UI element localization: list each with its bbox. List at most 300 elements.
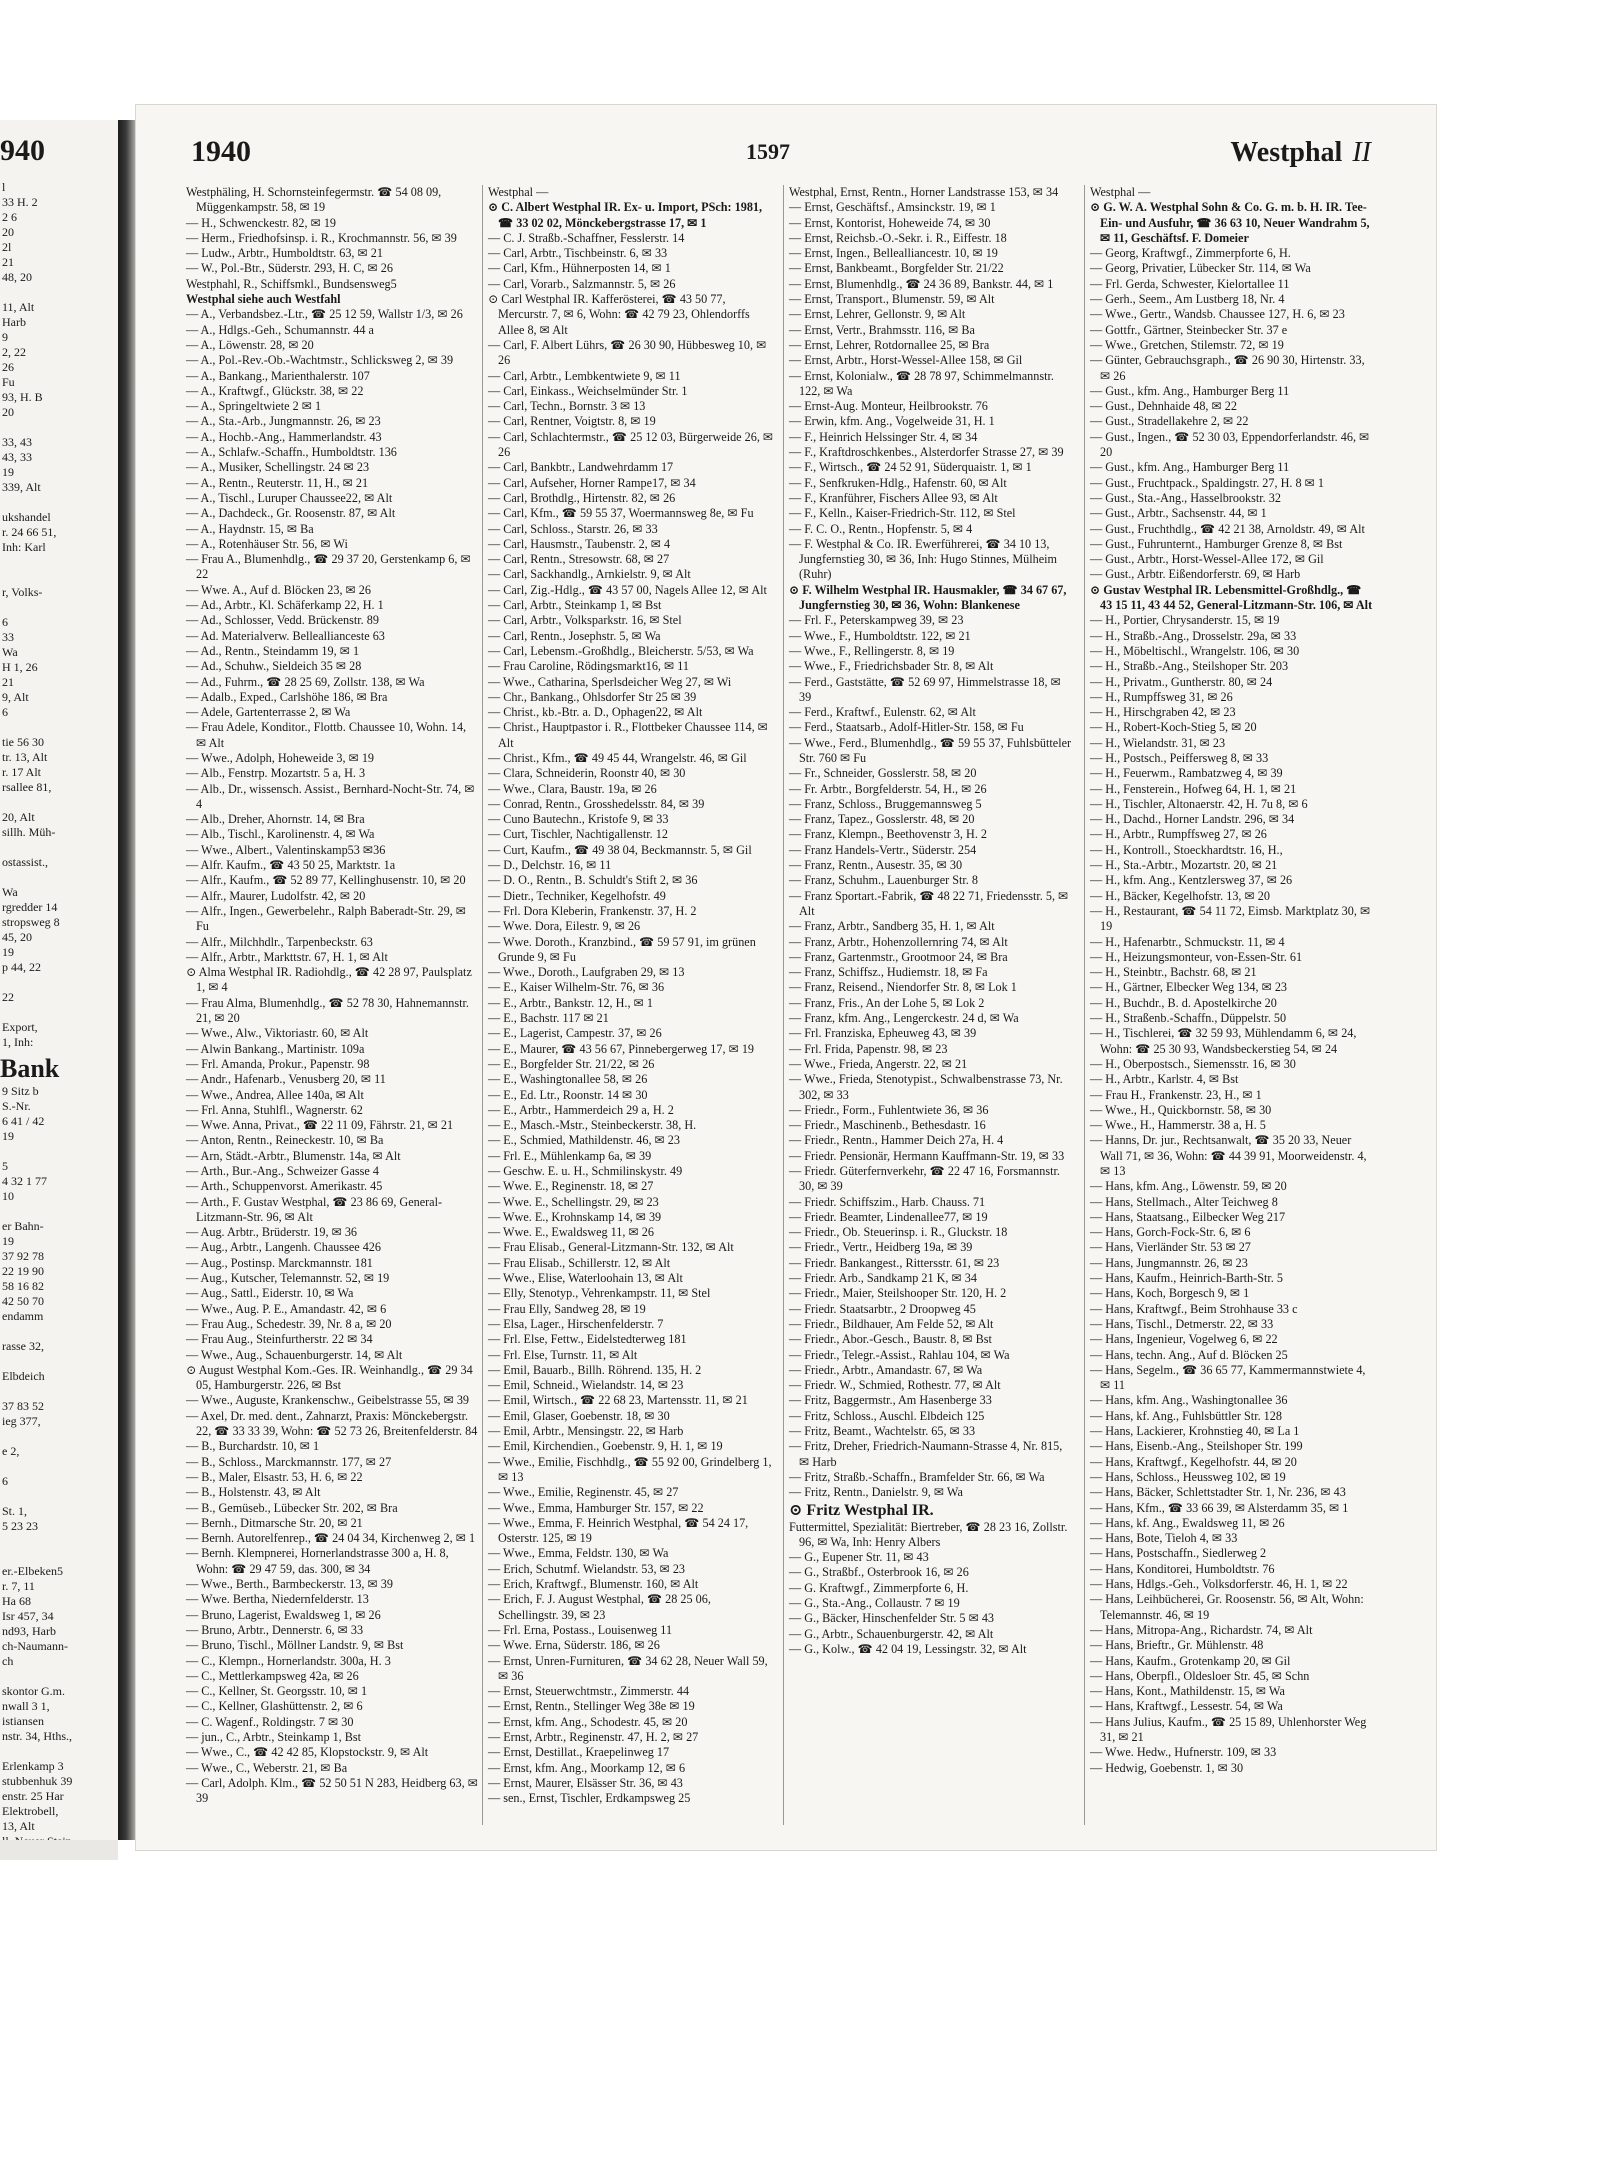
directory-entry: — D., Delchstr. 16, ✉ 11 (488, 858, 612, 873)
previous-page-fragment: enstr. 25 Har (2, 1789, 64, 1803)
previous-page-fragment: Harb (2, 315, 26, 329)
directory-entry: — Frau H., Frankenstr. 23, H., ✉ 1 (1090, 1087, 1262, 1102)
directory-entry: — A., Rentn., Reuterstr. 11, H., ✉ 21 (186, 475, 369, 490)
directory-entry: — Carl, Schloss., Starstr. 26, ✉ 33 (488, 521, 658, 536)
directory-entry: — Hans, Tischl., Detmerstr. 22, ✉ 33 (1090, 1316, 1274, 1331)
directory-entry: — Frau Elly, Sandweg 28, ✉ 19 (488, 1301, 646, 1316)
header-roman: II (1352, 137, 1371, 168)
directory-entry: — C., Kellner, Glashüttenstr. 2, ✉ 6 (186, 1699, 363, 1714)
directory-entry: — Gust., Arbtr., Horst-Wessel-Allee 172, ✉ Gil (1090, 552, 1324, 567)
previous-page-fragment: er.-Elbeken5 (2, 1564, 63, 1578)
directory-entry: ⊙ C. Albert Westphal IR. Ex- u. Import, PSch: 1981, ☎ 33 02 02, Mönckebergstrasse 17, ✉ 1 (488, 200, 763, 230)
directory-entry: — Frl. Dora Kleberin, Frankenstr. 37, H. 2 (488, 903, 697, 918)
directory-entry: — E., Masch.-Mstr., Steinbeckerstr. 38, H. (488, 1118, 697, 1133)
directory-entry: — Gerh., Seem., Am Lustberg 18, Nr. 4 (1090, 292, 1285, 307)
directory-entry: — Hans, Lackierer, Krohnstieg 40, ✉ La 1 (1090, 1424, 1300, 1439)
directory-entry: — Friedr., Ob. Steuerinsp. i. R., Gluckstr. 18 (789, 1225, 1008, 1240)
directory-entry: — H., Tischler, Altonaerstr. 42, H. 7u 8, ✉ 6 (1090, 796, 1308, 811)
directory-entry: — Frau A., Blumenhdlg., ☎ 29 37 20, Gerstenkamp 6, ✉ 22 (186, 552, 471, 582)
directory-entry: — Friedr. Schiffszim., Harb. Chauss. 71 (789, 1194, 986, 1209)
previous-page-fragment: sillh. Müh- (2, 825, 56, 839)
directory-entry: — Curt, Kaufm., ☎ 49 38 04, Beckmannstr. 5, ✉ Gil (488, 842, 752, 857)
previous-page-fragment: 9 Sitz b (2, 1084, 39, 1098)
directory-entry: — H., kfm. Ang., Kentzlersweg 37, ✉ 26 (1090, 873, 1293, 888)
directory-entry: — E., Ed. Ltr., Roonstr. 14 ✉ 30 (488, 1087, 648, 1102)
directory-entry: — Wwe., F., Rellingerstr. 8, ✉ 19 (789, 643, 955, 658)
directory-entry: — Frau Aug., Steinfurtherstr. 22 ✉ 34 (186, 1332, 373, 1347)
directory-entry: — Frau Adele, Konditor., Flottb. Chaussee 10, Wohn. 14, ✉ Alt (186, 720, 467, 750)
directory-entry: — G. Kraftwgf., Zimmerpforte 6, H. (789, 1580, 969, 1595)
directory-entry: — Hans, Bäcker, Schlettstadter Str. 1, Nr. 236, ✉ 43 (1090, 1485, 1346, 1500)
directory-page (136, 105, 1436, 1850)
directory-entry: — Ferd., Gaststätte, ☎ 52 69 97, Himmelstrasse 18, ✉ 39 (789, 674, 1061, 704)
directory-entry: — Friedr. Pensionär, Hermann Kauffmann-Str. 19, ✉ 33 (789, 1148, 1065, 1163)
directory-entry: — Hans, Hdlgs.-Geh., Volksdorferstr. 46, H. 1, ✉ 22 (1090, 1577, 1348, 1592)
directory-entry: — Wwe., Berth., Barmbeckerstr. 13, ✉ 39 (186, 1577, 393, 1592)
directory-entry: — Wwe. Bertha, Niedernfelderstr. 13 (186, 1592, 369, 1607)
directory-entry: — H., Hirschgraben 42, ✉ 23 (1090, 705, 1236, 720)
directory-entry: — Fritz, Schloss., Auschl. Elbdeich 125 (789, 1408, 985, 1423)
directory-entry: — Ernst, Rentn., Stellinger Weg 38e ✉ 19 (488, 1699, 695, 1714)
directory-entry: — E., Bachstr. 117 ✉ 21 (488, 1011, 609, 1026)
directory-entry: — Carl, Arbtr., Lembkentwiete 9, ✉ 11 (488, 368, 681, 383)
directory-entry: — Ernst, Lehrer, Gellonstr. 9, ✉ Alt (789, 307, 966, 322)
directory-entry: — H., Robert-Koch-Stieg 5, ✉ 20 (1090, 720, 1257, 735)
directory-entry: — Ernst, Steuerwchtmstr., Zimmerstr. 44 (488, 1684, 690, 1699)
directory-entry: — Ernst, Unren-Furnituren, ☎ 34 62 28, Neuer Wall 59, ✉ 36 (488, 1653, 768, 1683)
previous-page-fragment: stubbenhuk 39 (2, 1774, 73, 1788)
directory-entry: — Frl. Anna, Stuhlfl., Wagnerstr. 62 (186, 1102, 363, 1117)
directory-entry: — Ernst, Ingen., Bellealliancestr. 10, ✉ 19 (789, 246, 998, 261)
directory-entry: — Fr., Schneider, Gosslerstr. 58, ✉ 20 (789, 766, 977, 781)
directory-entry: — Emil, Wirtsch., ☎ 22 68 23, Martensstr. 11, ✉ 21 (488, 1393, 748, 1408)
directory-entry: — Wwe., Emma, Hamburger Str. 157, ✉ 22 (488, 1500, 704, 1515)
previous-page-fragment: Elbdeich (2, 1369, 45, 1383)
directory-entry: — Emil, Bauarb., Billh. Röhrend. 135, H. 2 (488, 1362, 702, 1377)
previous-page-fragment: p 44, 22 (2, 960, 41, 974)
directory-entry: — Frl. Else, Fettw., Eidelstedterweg 181 (488, 1332, 687, 1347)
directory-entry: — F., Kraftdroschkenbes., Alsterdorfer Strasse 27, ✉ 39 (789, 445, 1064, 460)
directory-entry: — Christ., Kfm., ☎ 49 45 44, Wrangelstr. 46, ✉ Gil (488, 750, 747, 765)
directory-entry: — Wwe., H., Quickbornstr. 58, ✉ 30 (1090, 1102, 1272, 1117)
previous-page-fragment: nwall 3 1, (2, 1699, 50, 1713)
directory-entry: — Fritz, Dreher, Friedrich-Naumann-Strasse 4, Nr. 815, ✉ Harb (789, 1439, 1063, 1469)
directory-entry: — H., Tischlerei, ☎ 32 59 93, Mühlendamm 6, ✉ 24, Wohn: ☎ 25 30 93, Wandsbeckerstieg 54, ✉ 24 (1090, 1026, 1357, 1056)
previous-page-fragment: 20, Alt (2, 810, 35, 824)
directory-entry: — Franz, Gartenmstr., Grootmoor 24, ✉ Bra (789, 949, 1008, 964)
directory-entry: — Wwe., Aug., Schauenburgerstr. 14, ✉ Alt (186, 1347, 403, 1362)
previous-page-fragment: rasse 32, (2, 1339, 44, 1353)
directory-entry: — H., Fensterein., Hofweg 64, H. 1, ✉ 21 (1090, 781, 1297, 796)
previous-page-fragment: S.-Nr. (2, 1099, 31, 1113)
directory-entry: — A., Hdlgs.-Geh., Schumannstr. 44 a (186, 322, 374, 337)
directory-entry: — Ad. Materialverw. Belleallianceste 63 (186, 628, 385, 643)
directory-entry: — Alfr., Milchhdlr., Tarpenbeckstr. 63 (186, 934, 373, 949)
directory-entry: — Carl, Hausmstr., Taubenstr. 2, ✉ 4 (488, 536, 671, 551)
directory-entry: — Axel, Dr. med. dent., Zahnarzt, Praxis: Mönckebergstr. 22, ☎ 33 33 39, Wohn: ☎ 52 73 26, Breitenfelderstr. 84 (186, 1408, 478, 1439)
directory-entry: — Carl, Sackhandlg., Arnkielstr. 9, ✉ Alt (488, 567, 691, 582)
previous-page-fragment: ieg 377, (2, 1414, 41, 1428)
previous-page-fragment: ch-Naumann- (2, 1639, 68, 1653)
directory-entry: — G., Kolw., ☎ 42 04 19, Lessingstr. 32, ✉ Alt (789, 1641, 1027, 1656)
directory-entry: — Herm., Friedhofsinsp. i. R., Krochmannstr. 56, ✉ 39 (186, 230, 457, 245)
directory-entry: — Ernst, kfm. Ang., Moorkamp 12, ✉ 6 (488, 1760, 686, 1775)
directory-entry: — Fritz, Baggermstr., Am Hasenberge 33 (789, 1393, 992, 1408)
directory-entry: — Gust., Stradellakehre 2, ✉ 22 (1090, 414, 1249, 429)
previous-page-fragment: r. 7, 11 (2, 1579, 35, 1593)
directory-entry: — Arth., Schuppenvorst. Amerikastr. 45 (186, 1179, 383, 1194)
directory-entry: — Alfr., Kaufm., ☎ 52 89 77, Kellinghusenstr. 10, ✉ 20 (186, 873, 466, 888)
directory-entry: — Ernst, Transport., Blumenstr. 59, ✉ Alt (789, 292, 995, 307)
directory-entry: — Arn, Städt.-Arbtr., Blumenstr. 14a, ✉ Alt (186, 1148, 401, 1163)
directory-entry: — Ernst-Aug. Monteur, Heilbrookstr. 76 (789, 399, 988, 414)
directory-entry: — Fritz, Straßb.-Schaffn., Bramfelder Str. 66, ✉ Wa (789, 1469, 1045, 1484)
directory-entry: — A., Musiker, Schellingstr. 24 ✉ 23 (186, 460, 370, 475)
directory-entry: — Franz, Reisend., Niendorfer Str. 8, ✉ Lok 1 (789, 980, 1017, 995)
directory-entry: — Frl. Else, Turnstr. 11, ✉ Alt (488, 1347, 638, 1362)
directory-entry: — Bruno, Lagerist, Ewaldsweg 1, ✉ 26 (186, 1607, 381, 1622)
directory-entry: — Wwe. Doroth., Kranzbind., ☎ 59 57 91, im grünen Grunde 9, ✉ Fu (488, 934, 756, 964)
directory-entry: — A., Haydnstr. 15, ✉ Ba (186, 521, 314, 536)
directory-entry: — Friedr., Maschinenb., Bethesdastr. 16 (789, 1118, 986, 1133)
directory-entry: — Christ., Hauptpastor i. R., Flottbeker Chaussee 114, ✉ Alt (488, 720, 768, 750)
directory-entry: — H., Sta.-Arbtr., Mozartstr. 20, ✉ 21 (1090, 858, 1278, 873)
directory-entry: — Elly, Stenotyp., Vehrenkampstr. 11, ✉ Stel (488, 1286, 711, 1301)
directory-entry: — Wwe. Hedw., Hufnerstr. 109, ✉ 33 (1090, 1745, 1277, 1760)
directory-entry: — Gust., Arbtr., Sachsenstr. 44, ✉ 1 (1090, 506, 1267, 521)
directory-entry: — Friedr. Beamter, Lindenallee77, ✉ 19 (789, 1209, 988, 1224)
directory-entry: — Hans, Konditorei, Humboldtstr. 76 (1090, 1561, 1275, 1576)
directory-entry: — Franz, Tapez., Gosslerstr. 48, ✉ 20 (789, 812, 975, 827)
directory-entry: — H., Steinbtr., Bachstr. 68, ✉ 21 (1090, 965, 1257, 980)
directory-entry: — Emil, Kirchendien., Goebenstr. 9, H. 1, ✉ 19 (488, 1439, 723, 1454)
previous-page-fragment: 33, 43 (2, 435, 32, 449)
directory-entry: — Hans, kf. Ang., Fuhlsbüttler Str. 128 (1090, 1408, 1282, 1423)
directory-entry: — Hans Julius, Kaufm., ☎ 25 15 89, Uhlenhorster Weg 31, ✉ 21 (1090, 1714, 1367, 1744)
directory-entry: — Günter, Gebrauchsgraph., ☎ 26 90 30, Hirtenstr. 33, ✉ 26 (1090, 353, 1365, 383)
directory-entry: — A., Dachdeck., Gr. Roosenstr. 87, ✉ Alt (186, 506, 396, 521)
directory-entry: — sen., Ernst, Tischler, Erdkampsweg 25 (488, 1791, 691, 1806)
directory-entry: — A., Springeltwiete 2 ✉ 1 (186, 399, 322, 414)
directory-entry: — A., Schlafw.-Schaffn., Humboldtstr. 136 (186, 445, 397, 460)
directory-entry: — Emil, Glaser, Goebenstr. 18, ✉ 30 (488, 1408, 670, 1423)
directory-entry: — Fr. Arbtr., Borgfelderstr. 54, H., ✉ 26 (789, 781, 987, 796)
previous-page-bank-heading: Bank (0, 1054, 60, 1083)
directory-entry: — Wwe., Adolph, Hoheweide 3, ✉ 19 (186, 750, 375, 765)
directory-entry: — Elsa, Lager., Hirschenfelderstr. 7 (488, 1316, 664, 1331)
directory-entry: — Geschw. E. u. H., Schmilinskystr. 49 (488, 1164, 683, 1178)
directory-entry: — H., Straßenb.-Schaffn., Düppelstr. 50 (1090, 1011, 1287, 1026)
directory-entry: Westphäling, H. Schornsteinfegermstr. ☎ 54 08 09, Müggenkampstr. 58, ✉ 19 (186, 185, 442, 215)
directory-entry: Westphal — (488, 185, 549, 199)
directory-entry: — C., Kellner, St. Georgsstr. 10, ✉ 1 (186, 1684, 368, 1699)
directory-entry: — A., Löwenstr. 28, ✉ 20 (186, 337, 314, 352)
directory-entry: — Wwe., Emilie, Reginenstr. 45, ✉ 27 (488, 1485, 679, 1500)
book-gutter (118, 120, 138, 1840)
directory-entry: — Ad., Schuhw., Sieldeich 35 ✉ 28 (186, 659, 362, 674)
directory-entry: — Frl. Frida, Papenstr. 98, ✉ 23 (789, 1041, 948, 1056)
directory-entry: — Hans, Koch, Borgesch 9, ✉ 1 (1090, 1286, 1250, 1301)
columns-container (186, 185, 1381, 1825)
directory-entry: — Wwe., F., Friedrichsbader Str. 8, ✉ Alt (789, 659, 994, 674)
directory-entry: — Wwe. E., Schellingstr. 29, ✉ 23 (488, 1194, 659, 1209)
directory-entry: Westphal — (1090, 185, 1151, 199)
previous-page-fragment: 37 92 78 (2, 1249, 44, 1263)
directory-entry: — Friedr., Vertr., Heidberg 19a, ✉ 39 (789, 1240, 973, 1255)
directory-entry: — E., Lagerist, Campestr. 37, ✉ 26 (488, 1026, 662, 1041)
directory-entry: — Friedr. Güterfernverkehr, ☎ 22 47 16, Forsmannstr. 30, ✉ 39 (789, 1164, 1060, 1194)
directory-entry: ⊙ G. W. A. Westphal Sohn & Co. G. m. b. H. IR. Tee-Ein- und Ausfuhr, ☎ 36 63 10, Neuer Wandrahm 5, ✉ 11, Geschäftsf. F. Domeier (1090, 200, 1370, 245)
directory-entry: Futtermittel, Spezialität: Biertreber, ☎ 28 23 16, Zollstr. 96, ✉ Wa, Inh: Henry Albers (789, 1519, 1068, 1549)
previous-page-fragment: 9, Alt (2, 690, 29, 704)
directory-entry: — E., Washingtonallee 58, ✉ 26 (488, 1072, 648, 1087)
directory-entry: ⊙ Alma Westphal IR. Radiohdlg., ☎ 42 28 97, Paulsplatz 1, ✉ 4 (186, 965, 472, 995)
directory-entry: — Ernst, Lehrer, Rotdornallee 25, ✉ Bra (789, 337, 990, 352)
directory-entry: — Wwe., Clara, Baustr. 19a, ✉ 26 (488, 781, 657, 796)
directory-entry: — Alfr., Ingen., Gewerbelehr., Ralph Baberadt-Str. 29, ✉ Fu (186, 903, 466, 934)
directory-entry: — Gust., Ingen., ☎ 52 30 03, Eppendorferlandstr. 46, ✉ 20 (1090, 429, 1370, 460)
header-year: 1940 (191, 135, 251, 168)
directory-entry: — Franz, Klempn., Beethovenstr 3, H. 2 (789, 827, 988, 842)
directory-entry: — Aug., Kutscher, Telemannstr. 52, ✉ 19 (186, 1271, 390, 1286)
directory-entry: — Emil, Schneid., Wielandstr. 14, ✉ 23 (488, 1378, 684, 1393)
previous-page-fragment: 42 50 70 (2, 1294, 44, 1308)
directory-entry: — Gust., Arbtr. Eißendorferstr. 69, ✉ Harb (1090, 567, 1301, 582)
directory-entry: — Carl, Kfm., Hühnerposten 14, ✉ 1 (488, 261, 671, 276)
directory-entry: — Frau Alma, Blumenhdlg., ☎ 52 78 30, Hahnemannstr. 21, ✉ 20 (186, 995, 469, 1026)
directory-entry: — Anton, Rentn., Reineckestr. 10, ✉ Ba (186, 1133, 384, 1148)
previous-page-fragment: 45, 20 (2, 930, 32, 944)
directory-entry: — B., Schloss., Marckmannstr. 177, ✉ 27 (186, 1454, 392, 1469)
directory-entry: — Georg, Privatier, Lübecker Str. 114, ✉ Wa (1090, 261, 1311, 276)
directory-entry: — Carl, Adolph. Klm., ☎ 52 50 51 N 283, Heidberg 63, ✉ 39 (186, 1775, 478, 1806)
previous-page-fragment: 5 (2, 1159, 8, 1173)
directory-entry: — C., Mettlerkampsweg 42a, ✉ 26 (186, 1668, 359, 1683)
previous-page-fragment: skontor G.m. (2, 1684, 65, 1698)
directory-entry: — Wwe., Emma, Feldstr. 130, ✉ Wa (488, 1546, 669, 1561)
page-header (191, 135, 1371, 179)
directory-entry: — Bernh., Ditmarsche Str. 20, ✉ 21 (186, 1515, 363, 1530)
header-surname: Westphal (1230, 137, 1343, 168)
directory-entry: — H., Gärtner, Elbecker Weg 134, ✉ 23 (1090, 980, 1288, 995)
directory-entry: — Friedr. Arb., Sandkamp 21 K, ✉ 34 (789, 1271, 977, 1286)
directory-entry: — Friedr., Arbtr., Amandastr. 67, ✉ Wa (789, 1362, 983, 1377)
directory-entry: — Clara, Schneiderin, Roonstr 40, ✉ 30 (488, 766, 686, 781)
directory-entry: — Aug., Postinsp. Marckmannstr. 181 (186, 1255, 373, 1270)
directory-entry: — Carl, Brothdlg., Hirtenstr. 82, ✉ 26 (488, 490, 676, 505)
directory-entry: — Wwe., Aug. P. E., Amandastr. 42, ✉ 6 (186, 1301, 387, 1316)
directory-entry: — Alfr., Maurer, Ludolfstr. 42, ✉ 20 (186, 888, 366, 903)
directory-entry: — Ernst, Arbtr., Reginenstr. 47, H. 2, ✉ 27 (488, 1729, 699, 1744)
directory-entry: — E., Arbtr., Bankstr. 12, H., ✉ 1 (488, 995, 653, 1010)
directory-entry: — Carl, Rentner, Voigtstr. 8, ✉ 19 (488, 414, 656, 429)
previous-page-fragment: nd93, Harb (2, 1624, 56, 1638)
directory-entry: — Wwe., Ferd., Blumenhdlg., ☎ 59 55 37, Fuhlsbütteler Str. 760 ✉ Fu (789, 735, 1072, 765)
directory-entry: — F., Kranführer, Fischers Allee 93, ✉ Alt (789, 490, 998, 505)
directory-entry: — Ernst, Maurer, Elsässer Str. 36, ✉ 43 (488, 1775, 683, 1790)
directory-entry: — Hans, techn. Ang., Auf d. Blöcken 25 (1090, 1347, 1288, 1362)
directory-entry: ⊙ Gustav Westphal IR. Lebensmittel-Großhdlg., ☎ 43 15 11, 43 44 52, General-Litzmann-Str. 106, ✉ Alt (1090, 582, 1373, 613)
directory-entry: — Hans, Kont., Mathildenstr. 15, ✉ Wa (1090, 1684, 1285, 1699)
previous-page-fragment: 21 (2, 255, 14, 269)
directory-entry: — Hans, Kaufm., Grotenkamp 20, ✉ Gil (1090, 1653, 1291, 1668)
directory-entry: — Hans, Mitropa-Ang., Richardstr. 74, ✉ Alt (1090, 1622, 1313, 1637)
directory-entry: — Ernst, Arbtr., Horst-Wessel-Allee 158, ✉ Gil (789, 353, 1023, 368)
previous-page-fragment: Erlenkamp 3 (2, 1759, 64, 1773)
directory-entry: — Hans, Oberpfl., Oldesloer Str. 45, ✉ Schn (1090, 1668, 1310, 1683)
directory-entry: — Ernst, Destillat., Kraepelinweg 17 (488, 1745, 670, 1760)
directory-entry: — H., Kontroll., Stoeckhardtstr. 16, H., (1090, 842, 1283, 857)
directory-entry: — H., Bäcker, Kegelhofstr. 13, ✉ 20 (1090, 888, 1270, 903)
directory-entry: — Ad., Rentn., Steindamm 19, ✉ 1 (186, 643, 360, 658)
previous-page-fragment: tr. 13, Alt (2, 750, 48, 764)
directory-entry: — jun., C., Arbtr., Steinkamp 1, Bst (186, 1729, 362, 1744)
directory-entry: — Carl, F. Albert Lührs, ☎ 26 30 90, Hübbesweg 10, ✉ 26 (488, 337, 767, 368)
directory-entry: — Wwe., Frieda, Stenotypist., Schwalbenstrasse 73, Nr. 302, ✉ 33 (789, 1072, 1063, 1102)
previous-page-fragment: l (2, 180, 6, 194)
directory-entry: — Ernst, Kontorist, Hoheweide 74, ✉ 30 (789, 215, 991, 230)
directory-entry: — Wwe., Gretchen, Stilemstr. 72, ✉ 19 (1090, 337, 1284, 352)
directory-entry: — B., Maler, Elsastr. 53, H. 6, ✉ 22 (186, 1469, 363, 1484)
directory-entry: — H., Heizungsmonteur, von-Essen-Str. 61 (1090, 949, 1303, 964)
directory-entry: — A., Rotenhäuser Str. 56, ✉ Wi (186, 536, 348, 551)
directory-entry: — Bernh. Klempnerei, Hornerlandstrasse 300 a, H. 8, Wohn: ☎ 29 47 59, das. 300, ✉ 34 (186, 1546, 449, 1576)
directory-entry: — F., Wirtsch., ☎ 24 52 91, Süderquaistr. 1, ✉ 1 (789, 460, 1032, 475)
previous-page-fragment: 10 (2, 1189, 14, 1203)
directory-entry: — Hans, Postschaffn., Siedlerweg 2 (1090, 1546, 1267, 1561)
directory-entry: — Friedr., Telegr.-Assist., Rahlau 104, ✉ Wa (789, 1347, 1010, 1362)
column-1 (186, 185, 478, 1825)
directory-entry: — Wwe., Doroth., Laufgraben 29, ✉ 13 (488, 965, 685, 980)
directory-entry: — Gust., kfm. Ang., Hamburger Berg 11 (1090, 383, 1290, 398)
directory-entry: — Ernst, Geschäftsf., Amsinckstr. 19, ✉ 1 (789, 200, 996, 215)
previous-page-fragment: St. 1, (2, 1504, 28, 1518)
directory-entry: — Carl, Arbtr., Steinkamp 1, ✉ Bst (488, 598, 662, 613)
previous-page-fragment: er Bahn- (2, 1219, 44, 1233)
directory-entry: — Wwe., C., Weberstr. 21, ✉ Ba (186, 1760, 348, 1775)
directory-entry: — H., Möbeltischl., Wrangelstr. 106, ✉ 30 (1090, 643, 1300, 658)
directory-entry: — A., Tischl., Luruper Chaussee22, ✉ Alt (186, 490, 393, 505)
previous-page-fragment: rgredder 14 (2, 900, 58, 914)
previous-page-fragment: rsallee 81, (2, 780, 52, 794)
directory-entry: — Alfr. Kaufm., ☎ 43 50 25, Marktstr. 1a (186, 858, 396, 873)
previous-page-fragment: 2, 22 (2, 345, 26, 359)
directory-entry: — G., Sta.-Ang., Collaustr. 7 ✉ 19 (789, 1596, 960, 1611)
directory-entry: — Hans, kf. Ang., Ewaldsweg 11, ✉ 26 (1090, 1515, 1285, 1530)
directory-entry: — Gust., kfm. Ang., Hamburger Berg 11 (1090, 460, 1290, 475)
previous-page-fragment: 26 (2, 360, 14, 374)
directory-entry: — Frl. Gerda, Schwester, Kielortallee 11 (1090, 276, 1290, 291)
previous-page-fragment: 37 83 52 (2, 1399, 44, 1413)
directory-entry: — G., Arbtr., Schauenburgerstr. 42, ✉ Alt (789, 1626, 994, 1641)
directory-entry: — Hans, Ingenieur, Vogelweg 6, ✉ 22 (1090, 1332, 1278, 1347)
previous-page-fragment: stropsweg 8 (2, 915, 60, 929)
directory-entry: — Hans, Vierländer Str. 53 ✉ 27 (1090, 1240, 1251, 1255)
directory-entry: — Wwe., Albert., Valentinskamp53 ✉36 (186, 842, 386, 857)
directory-entry: — Cuno Bautechn., Kristofe 9, ✉ 33 (488, 812, 669, 827)
directory-entry: — Dietr., Techniker, Kegelhofstr. 49 (488, 888, 666, 903)
directory-entry: — Adalb., Exped., Carlshöhe 186, ✉ Bra (186, 689, 388, 704)
directory-entry: — Carl, Techn., Bornstr. 3 ✉ 13 (488, 399, 646, 414)
directory-entry: — C. Wagenf., Roldingstr. 7 ✉ 30 (186, 1714, 354, 1729)
directory-entry: ⊙ August Westphal Kom.-Ges. IR. Weinhandlg., ☎ 29 34 05, Hamburgerstr. 226, ✉ Bst (186, 1362, 473, 1393)
directory-entry: — Emil, Arbtr., Mensingstr. 22, ✉ Harb (488, 1424, 684, 1439)
previous-page-sliver (0, 120, 118, 1840)
directory-entry: — Wwe., Alw., Viktoriastr. 60, ✉ Alt (186, 1026, 369, 1041)
column-3 (783, 185, 1075, 1825)
directory-entry: — G., Bäcker, Hinschenfelder Str. 5 ✉ 43 (789, 1611, 995, 1626)
directory-entry: — H., Wielandstr. 31, ✉ 23 (1090, 735, 1226, 750)
directory-entry: — Carl, Bankbtr., Landwehrdamm 17 (488, 460, 674, 475)
directory-entry: — Friedr., Form., Fuhlentwiete 36, ✉ 36 (789, 1102, 989, 1117)
directory-entry: — F. Westphal & Co. IR. Ewerführerei, ☎ 34 10 13, Jungfernstieg 30, ✉ 36, Inh: Hugo Stinnes, Mülheim (Ruhr) (789, 536, 1058, 582)
directory-entry: — Frl. Amanda, Prokur., Papenstr. 98 (186, 1056, 370, 1071)
previous-page-fragment: 20 (2, 405, 14, 419)
directory-entry: — H., Buchdr., B. d. Apostelkirche 20 (1090, 995, 1277, 1010)
directory-entry: — H., Hafenarbtr., Schmuckstr. 11, ✉ 4 (1090, 934, 1285, 949)
directory-entry: — Franz, Schuhm., Lauenburger Str. 8 (789, 873, 978, 888)
directory-entry: — Erwin, kfm. Ang., Vogelweide 31, H. 1 (789, 414, 995, 429)
column-2 (482, 185, 774, 1825)
directory-entry: — Frau Aug., Schedestr. 39, Nr. 8 a, ✉ 20 (186, 1316, 392, 1331)
previous-page-fragment: 13, Alt (2, 1819, 35, 1833)
previous-page-fragment: ostassist., (2, 855, 49, 869)
directory-entry: — Arth., Bur.-Ang., Schweizer Gasse 4 (186, 1164, 379, 1178)
directory-entry: — A., Hochb.-Ang., Hammerlandstr. 43 (186, 429, 382, 444)
directory-entry: — Chr., Bankang., Ohlsdorfer Str 25 ✉ 39 (488, 689, 697, 704)
directory-entry: — H., Dachd., Horner Landstr. 296, ✉ 34 (1090, 812, 1295, 827)
previous-page-fragment: 11, Alt (2, 300, 35, 314)
directory-entry: — Bruno, Arbtr., Dennerstr. 6, ✉ 33 (186, 1622, 364, 1637)
directory-entry: — Hans, kfm. Ang., Löwenstr. 59, ✉ 20 (1090, 1179, 1287, 1194)
directory-entry: — Hans, Brieftr., Gr. Mühlenstr. 48 (1090, 1638, 1264, 1653)
directory-entry: — Aug., Sattl., Eiderstr. 10, ✉ Wa (186, 1286, 354, 1301)
directory-entry: — Wwe. E., Ewaldsweg 11, ✉ 26 (488, 1225, 654, 1240)
directory-entry: — Adele, Gartenterrasse 2, ✉ Wa (186, 705, 351, 720)
directory-entry: — C., Klempn., Hornerlandstr. 300a, H. 3 (186, 1653, 391, 1668)
directory-entry: — Frau Elisab., Schillerstr. 12, ✉ Alt (488, 1255, 671, 1270)
directory-entry: — Gust., Fuhrunternt., Hamburger Grenze 8, ✉ Bst (1090, 536, 1343, 551)
directory-entry: — Ferd., Staatsarb., Adolf-Hitler-Str. 158, ✉ Fu (789, 720, 1024, 735)
directory-entry: — Friedr. Staatsarbtr., 2 Droopweg 45 (789, 1301, 976, 1316)
previous-page-fragment: 9 (2, 330, 8, 344)
previous-page-fragment: 22 19 90 (2, 1264, 44, 1278)
previous-page-fragment: 22 (2, 990, 14, 1004)
directory-entry: — G., Straßbf., Osterbrook 16, ✉ 26 (789, 1565, 969, 1580)
directory-entry: — Frl. Franziska, Epheuweg 43, ✉ 39 (789, 1026, 977, 1041)
directory-entry: — H., Straßb.-Ang., Steilshoper Str. 203 (1090, 659, 1289, 674)
directory-entry: — E., Maurer, ☎ 43 56 67, Pinnebergerweg 17, ✉ 19 (488, 1041, 755, 1056)
directory-entry: — Alwin Bankang., Martinistr. 109a (186, 1041, 365, 1056)
directory-entry: — Franz, Arbtr., Hohenzollernring 74, ✉ Alt (789, 934, 1008, 949)
directory-entry: — Wwe., Frieda, Angerstr. 22, ✉ 21 (789, 1056, 968, 1071)
directory-entry: — Ad., Schlosser, Vedd. Brückenstr. 89 (186, 613, 379, 628)
previous-page-fragment: ukshandel (2, 510, 51, 524)
directory-entry: — Franz, Arbtr., Sandberg 35, H. 1, ✉ Alt (789, 919, 995, 934)
directory-entry: — Ferd., Kraftwf., Eulenstr. 62, ✉ Alt (789, 705, 976, 720)
directory-entry: — Franz, Schloss., Bruggemannsweg 5 (789, 796, 982, 811)
previous-page-fragment: endamm (2, 1309, 44, 1323)
directory-entry: — Hans, Kraftwgf., Lessestr. 54, ✉ Wa (1090, 1699, 1283, 1714)
directory-entry: — Wwe., Gertr., Wandsb. Chaussee 127, H. 6, ✉ 23 (1090, 307, 1345, 322)
directory-entry: — Frau Caroline, Rödingsmarkt16, ✉ 11 (488, 659, 690, 674)
directory-entry: — Hans, Gorch-Fock-Str. 6, ✉ 6 (1090, 1225, 1251, 1240)
directory-entry: Westphal siehe auch Westfahl (186, 292, 341, 307)
directory-entry: — Friedr., Rentn., Hammer Deich 27a, H. 4 (789, 1133, 1004, 1148)
directory-entry: — H., Schwenckestr. 82, ✉ 19 (186, 215, 337, 230)
previous-page-fragment: 6 (2, 615, 8, 629)
directory-entry: — H., Arbtr., Karlstr. 4, ✉ Bst (1090, 1072, 1239, 1087)
